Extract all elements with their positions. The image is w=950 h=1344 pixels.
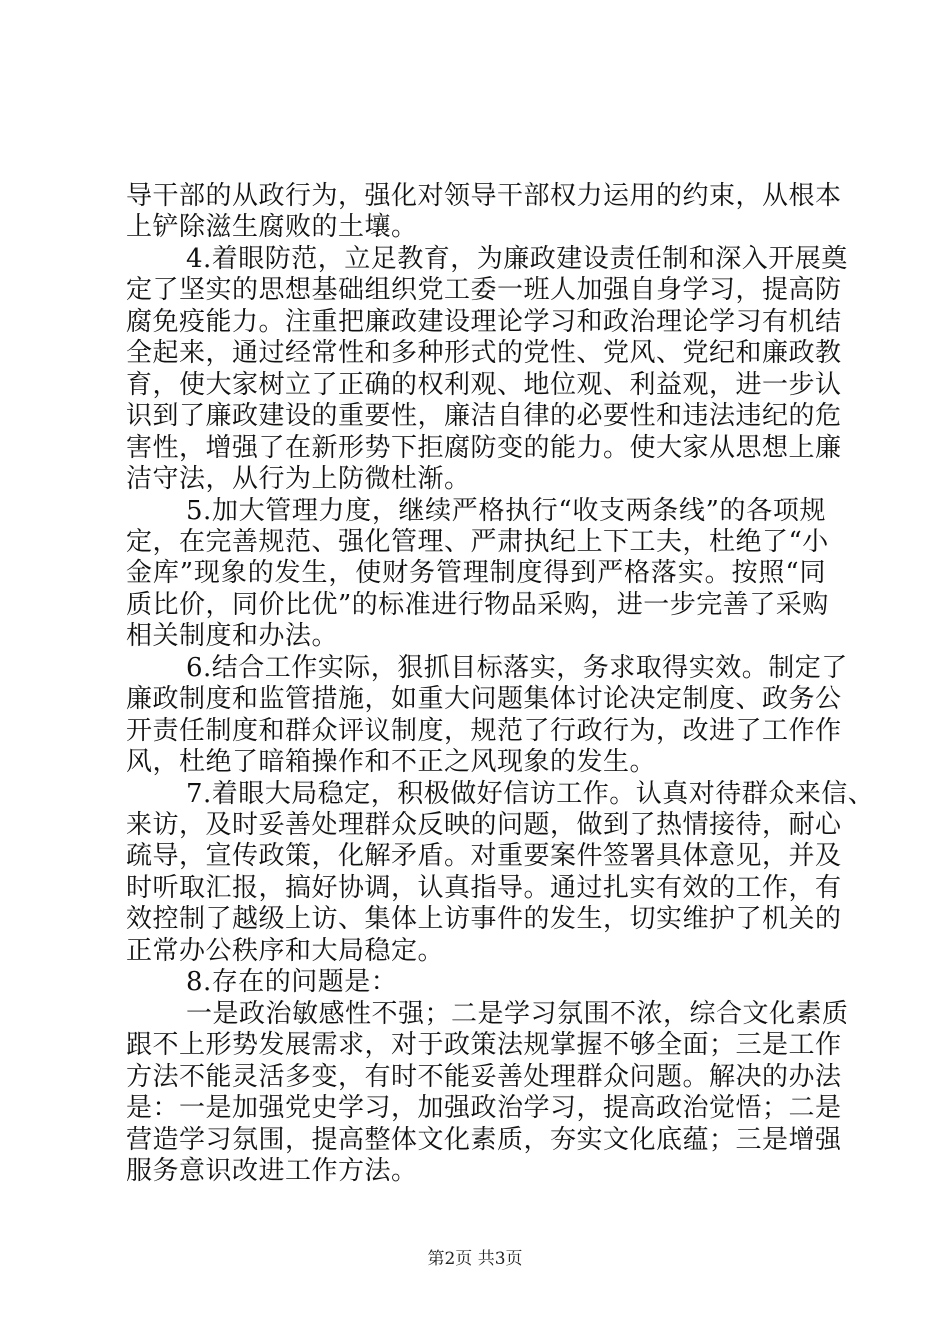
text-line: 导干部的从政行为，强化对领导干部权力运用的约束，从根本 — [126, 181, 842, 211]
text-line: 识到了廉政建设的重要性，廉洁自律的必要性和违法违纪的危 — [126, 401, 842, 431]
text-line: 洁守法，从行为上防微杜渐。 — [126, 464, 471, 494]
text-line: 质比价，同价比优”的标准进行物品采购，进一步完善了采购 — [126, 590, 829, 620]
text-line: 时听取汇报，搞好协调，认真指导。通过扎实有效的工作，有 — [126, 873, 842, 903]
text-line: 育，使大家树立了正确的权利观、地位观、利益观，进一步认 — [126, 370, 842, 400]
text-line: 来访，及时妥善处理群众反映的问题，做到了热情接待，耐心 — [126, 810, 842, 840]
text-line: 7.着眼大局稳定，积极做好信访工作。认真对待群众来信、 — [186, 779, 875, 809]
text-line: 营造学习氛围，提高整体文化素质，夯实文化底蕴；三是增强 — [126, 1125, 842, 1155]
text-line: 跟不上形势发展需求，对于政策法规掌握不够全面；三是工作 — [126, 1030, 842, 1060]
text-line: 6.结合工作实际，狠抓目标落实，务求取得实效。制定了 — [186, 653, 848, 683]
text-line: 害性，增强了在新形势下拒腐防变的能力。使大家从思想上廉 — [126, 433, 842, 463]
page-footer: 第2页 共3页 — [427, 1249, 523, 1269]
text-line: 8.存在的问题是： — [186, 967, 398, 997]
text-line: 一是政治敏感性不强；二是学习氛围不浓，综合文化素质 — [186, 999, 849, 1029]
text-line: 腐免疫能力。注重把廉政建设理论学习和政治理论学习有机结 — [126, 307, 842, 337]
text-line: 5.加大管理力度，继续严格执行“收支两条线”的各项规 — [186, 496, 826, 526]
text-line: 定，在完善规范、强化管理、严肃执纪上下工夫，杜绝了“小 — [126, 527, 829, 557]
text-line: 开责任制度和群众评议制度，规范了行政行为，改进了工作作 — [126, 716, 842, 746]
text-line: 是：一是加强党史学习，加强政治学习，提高政治觉悟；二是 — [126, 1093, 842, 1123]
text-line: 廉政制度和监管措施，如重大问题集体讨论决定制度、政务公 — [126, 684, 842, 714]
text-line: 金库”现象的发生，使财务管理制度得到严格落实。按照“同 — [126, 558, 826, 588]
text-line: 方法不能灵活多变，有时不能妥善处理群众问题。解决的办法 — [126, 1062, 842, 1092]
text-line: 全起来，通过经常性和多种形式的党性、党风、党纪和廉政教 — [126, 338, 842, 368]
text-line: 正常办公秩序和大局稳定。 — [126, 936, 445, 966]
text-line: 服务意识改进工作方法。 — [126, 1156, 418, 1186]
text-line: 4.着眼防范，立足教育，为廉政建设责任制和深入开展奠 — [186, 244, 848, 274]
text-line: 风，杜绝了暗箱操作和不正之风现象的发生。 — [126, 747, 657, 777]
text-line: 疏导，宣传政策，化解矛盾。对重要案件签署具体意见，并及 — [126, 841, 842, 871]
text-line: 上铲除滋生腐败的土壤。 — [126, 212, 418, 242]
text-line: 定了坚实的思想基础组织党工委一班人加强自身学习，提高防 — [126, 275, 842, 305]
text-line: 效控制了越级上访、集体上访事件的发生，切实维护了机关的 — [126, 904, 842, 934]
text-line: 相关制度和办法。 — [126, 621, 339, 651]
